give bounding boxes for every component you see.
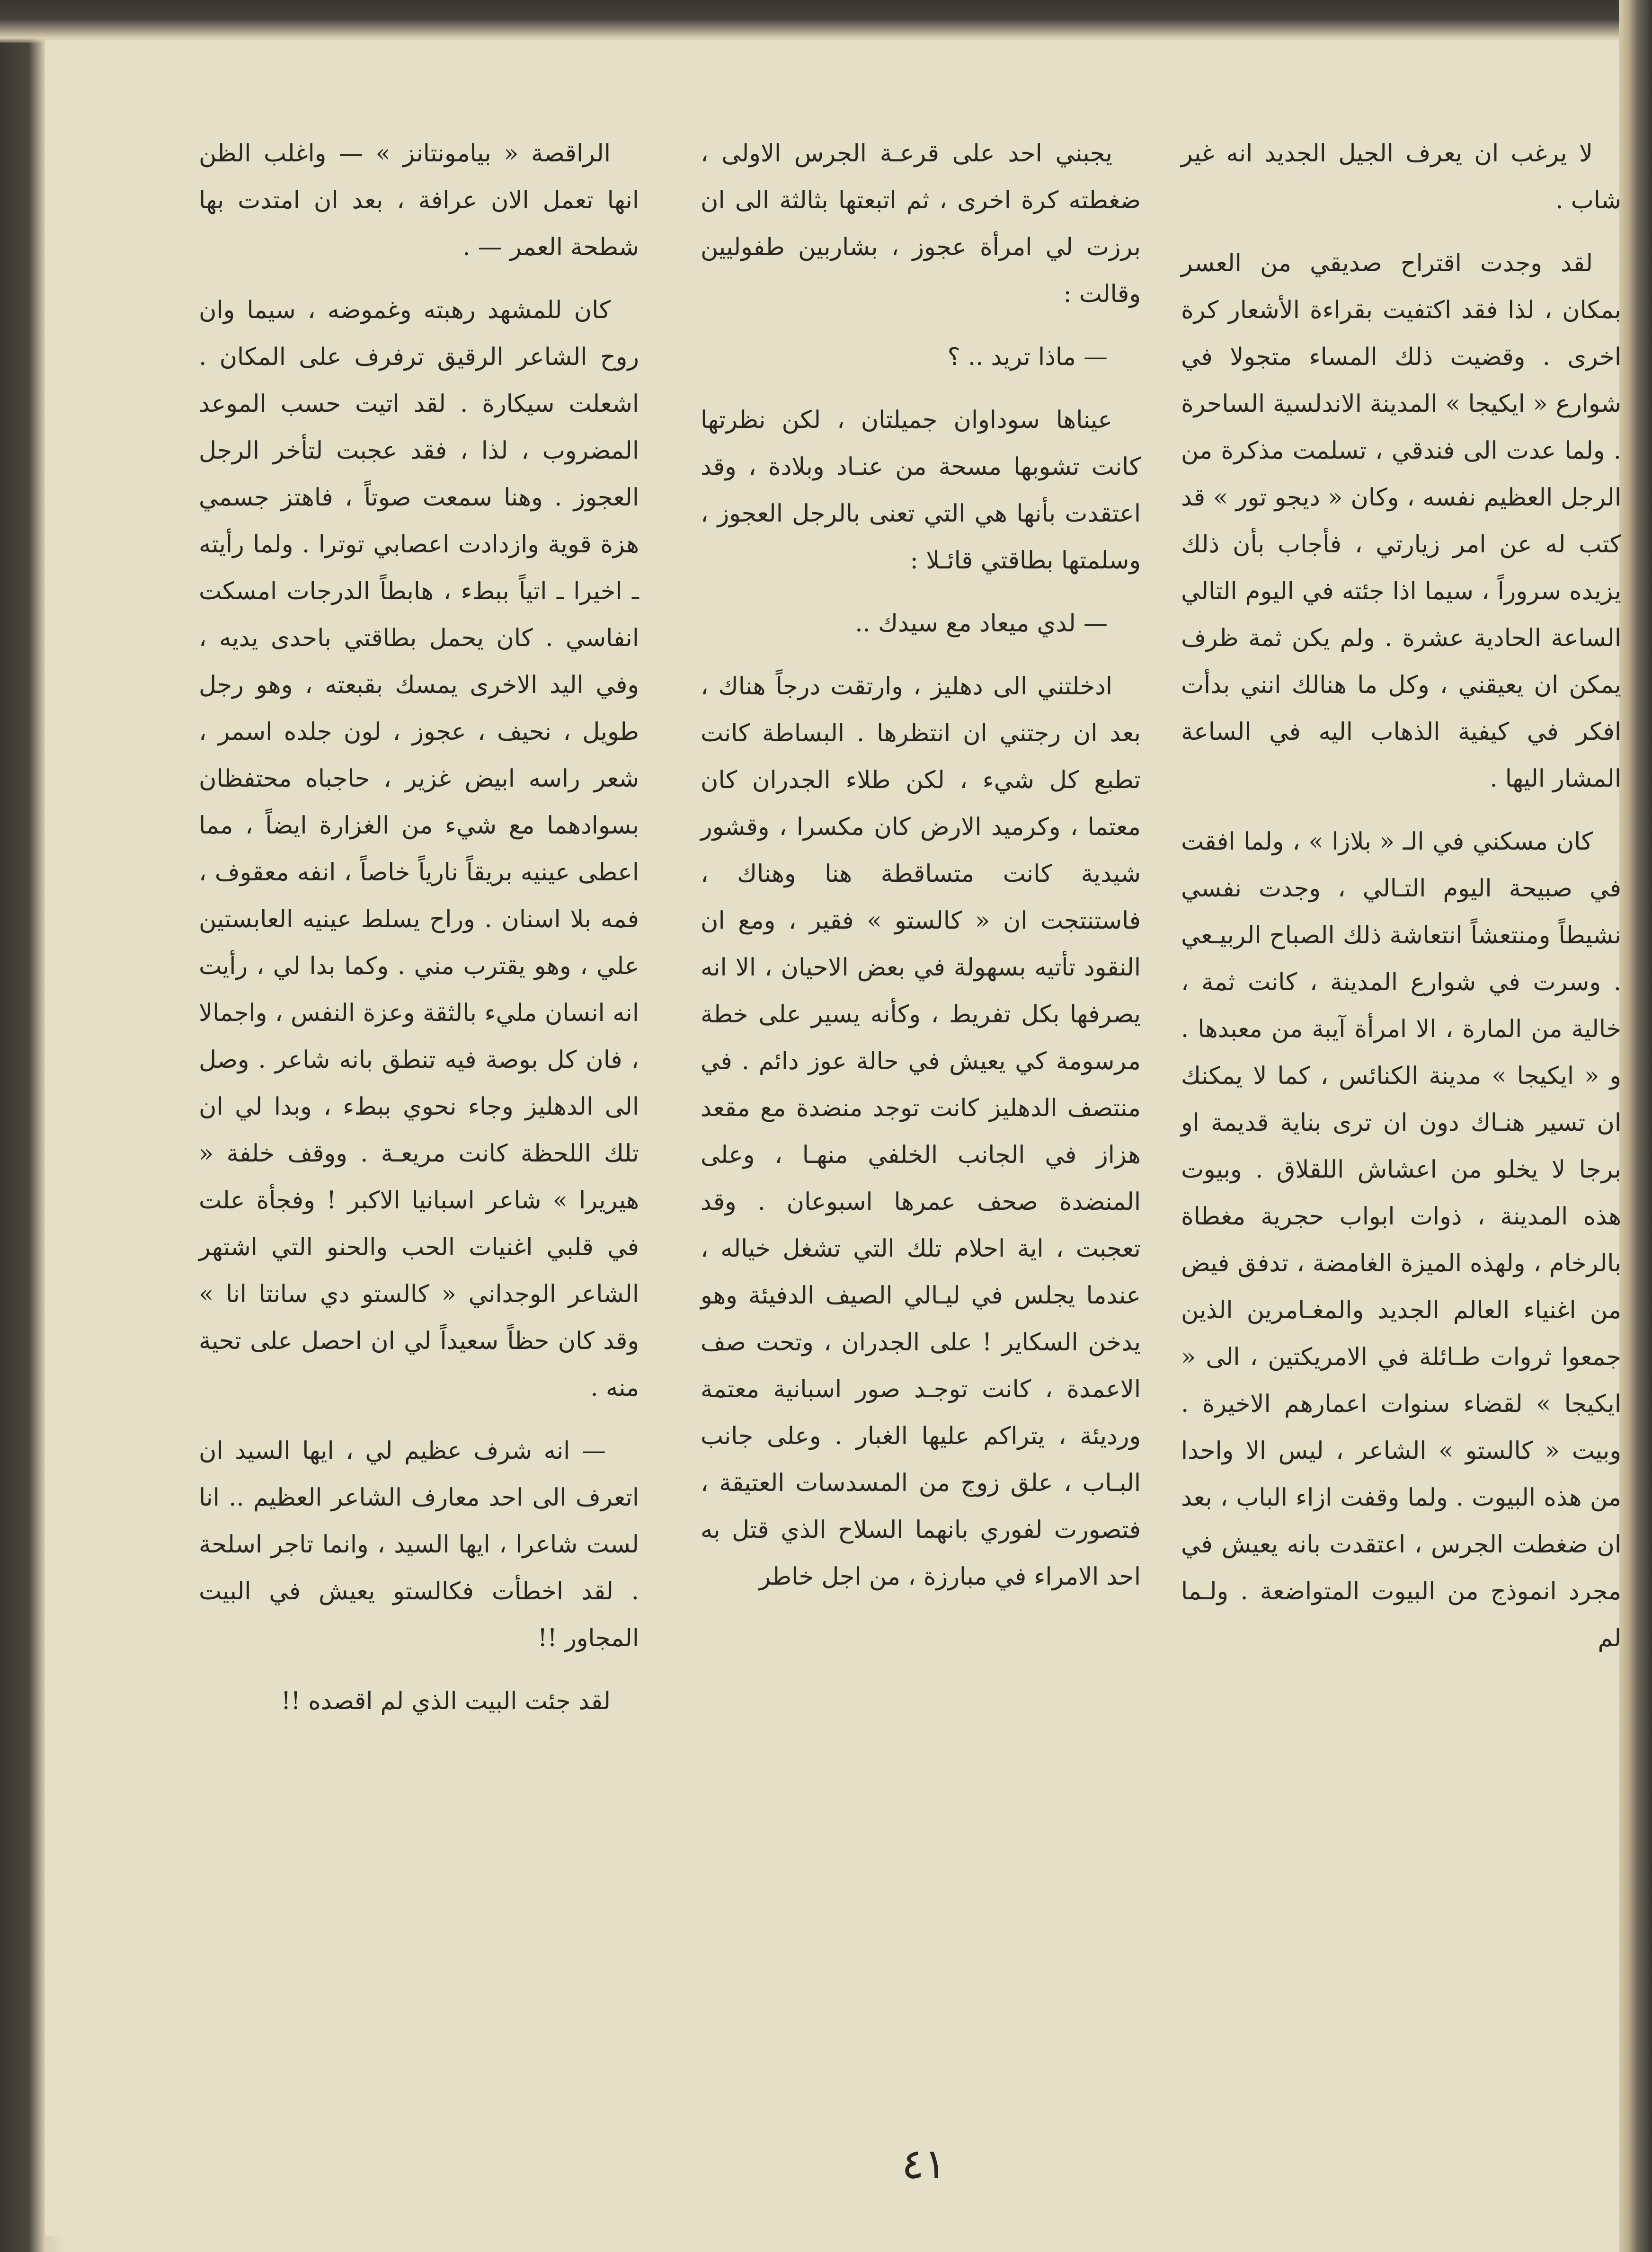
magazine-page: [45, 40, 1619, 2236]
paragraph: لقد وجدت اقتراح صديقي من العسر بمكان ، لذا فقد اكتفيت بقراءة الأشعار كرة اخرى . وقضيت ذلك المساء متجولا في شوارع « ايكيجا » المدينة الاندلسية الساحرة . ولما عدت الى فندقي ، تسلمت مذكرة من الرجل العظيم نفسه ، وكان « ديجو تور » قد كتب له عن امر زيارتي ، فأجاب بأن ذلك يزيده سروراً ، سيما اذا جئته في اليوم التالي الساعة الحادية عشرة . ولم يكن ثمة ظرف يمكن ان يعيقني ، وكل ما هنالك انني بدأت افكر في كيفية الذهاب اليه في الساعة المشار اليها .: [1181, 249, 1621, 793]
page-fore-edge: [1619, 0, 1652, 2252]
paragraph: كان مسكني في الـ « بلازا » ، ولما افقت في صبيحة اليوم التـالي ، وجدت نفسي نشيطاً ومنتعشاً انتعاشة ذلك الصباح الربيـعي . وسرت في شوارع المدينة ، كانت ثمة ، خالية من المارة ، الا امرأة آيبة من معبدها . و « ايكيجا » مدينة الكنائس ، كما لا يمكنك ان تسير هنـاك دون ان ترى بناية قديمة او برجا لا يخلو من اعشاش اللقلاق . وبيوت هذه المدينة ، ذوات ابواب حجرية مغطاة بالرخام ، ولهذه الميزة الغامضة ، تدفق فيض من اغنياء العالم الجديد والمغـامرين الذين جمعوا ثروات طـائلة في الامريكتين ، الى « ايكيجا » لقضاء سنوات اعمارهم الاخيرة . وبيت « كالستو » الشاعر ، ليس الا واحدا من هذه البيوت . ولما وقفت ازاء الباب ، بعد ان ضغطت الجرس ، اعتقدت بانه يعيش في مجرد انموذج من البيوت المتواضعة . ولـما لم: [1181, 828, 1621, 1652]
scan-top-edge: [0, 0, 1652, 43]
paragraph: ادخلتني الى دهليز ، وارتقت درجاً هناك ، بعد ان رجتني ان انتظرها . البساطة كانت تطبع كل شيء ، لكن طلاء الجدران كان معتما ، وكرميد الارض كان مكسرا ، وقشور شيدية كانت متساقطة هنا وهناك ، فاستنتجت ان « كالستو » فقير ، ومع ان النقود تأتيه بسهولة في بعض الاحيان ، الا انه يصرفها بكل تفريط ، وكأنه يسير على خطة مرسومة كي يعيش في حالة عوز دائم . في منتصف الدهليز كانت توجد منضدة مع مقعد هزاز في الجانب الخلفي منهـا ، وعلى المنضدة صحف عمرها اسبوعان . وقد تعجبت ، اية احلام تلك التي تشغل خياله ، عندما يجلس في ليـالي الصيف الدفيئة وهو يدخن السكاير ! على الجدران ، وتحت صف الاعمدة ، كانت توجـد صور اسبانية معتمة ورديئة ، يتراكم عليها الغبار . وعلى جانب البـاب ، علق زوج من المسدسات العتيقة ، فتصورت لفوري بانهما السلاح الذي قتل به احد الامراء في مبارزة ، من اجل خاطر: [701, 673, 1141, 1591]
paragraph: عيناها سوداوان جميلتان ، لكن نظرتها كانت تشوبها مسحة من عنـاد وبلادة ، وقد اعتقدت بأنها هي التي تعنى بالرجل العجوز ، وسلمتها بطاقتي قائـلا :: [701, 406, 1141, 575]
paragraph: يجبني احد على قرعـة الجرس الاولى ، ضغطته كرة اخرى ، ثم اتبعتها بثالثة الى ان برزت لي امرأة عجوز ، بشاربين طفوليين وقالت :: [701, 140, 1141, 308]
text-column-middle: [701, 130, 1141, 1616]
dialogue-line: — ماذا تريد .. ؟: [947, 343, 1108, 371]
text-column-left: [199, 130, 639, 1741]
paragraph: لقد جئت البيت الذي لم اقصده !!: [281, 1687, 611, 1715]
paragraph: الراقصة « بيامونتانز » — واغلب الظن انها تعمل الان عرافة ، بعد ان امتدت بها شطحة العمر — .: [199, 140, 639, 261]
text-column-right: [1181, 130, 1621, 1678]
page-number: ٤١: [901, 2139, 947, 2188]
dialogue-line: — انه شرف عظيم لي ، ايها السيد ان اتعرف الى احد معارف الشاعر العظيم .. انا لست شاعرا ، ايها السيد ، وانما تاجر اسلحة . لقد اخطأت فكالستو يعيش في البيت المجاور !!: [199, 1437, 639, 1652]
dialogue-line: — لدي ميعاد مع سيدك ..: [855, 610, 1108, 638]
paragraph: لا يرغب ان يعرف الجيل الجديد انه غير شاب .: [1181, 140, 1621, 214]
paragraph: كان للمشهد رهبته وغموضه ، سيما وان روح الشاعر الرقيق ترفرف على المكان . اشعلت سيكارة . لقد اتيت حسب الموعد المضروب ، لذا ، فقد عجبت لتأخر الرجل العجوز . وهنا سمعت صوتاً ، فاهتز جسمي هزة قوية وازدادت اعصابي توترا . ولما رأيته ـ اخيرا ـ اتياً ببطء ، هابطاً الدرجات امسكت انفاسي . كان يحمل بطاقتي باحدى يديه ، وفي اليد الاخرى يمسك بقبعته ، وهو رجل طويل ، نحيف ، عجوز ، لون جلده اسمر ، شعر راسه ابيض غزير ، حاجباه محتفظان بسوادهما مع شيء من الغزارة ايضاً ، مما اعطى عينيه بريقاً نارياً خاصاً ، انفه معقوف ، فمه بلا اسنان . وراح يسلط عينيه العابستين علي ، وهو يقترب مني . وكما بدا لي ، رأيت انه انسان مليء بالثقة وعزة النفس ، واجمالا ، فان كل بوصة فيه تنطق بانه شاعر . وصل الى الدهليز وجاء نحوي ببطء ، وبدا لي ان تلك اللحظة كانت مريعـة . ووقف خلفة « هيريرا » شاعر اسبانيا الاكبر ! وفجأة علت في قلبي اغنيات الحب والحنو التي اشتهر الشاعر الوجداني « كالستو دي سانتا انا » وقد كان حظاً سعيداً لي ان احصل على تحية منه .: [199, 296, 639, 1402]
